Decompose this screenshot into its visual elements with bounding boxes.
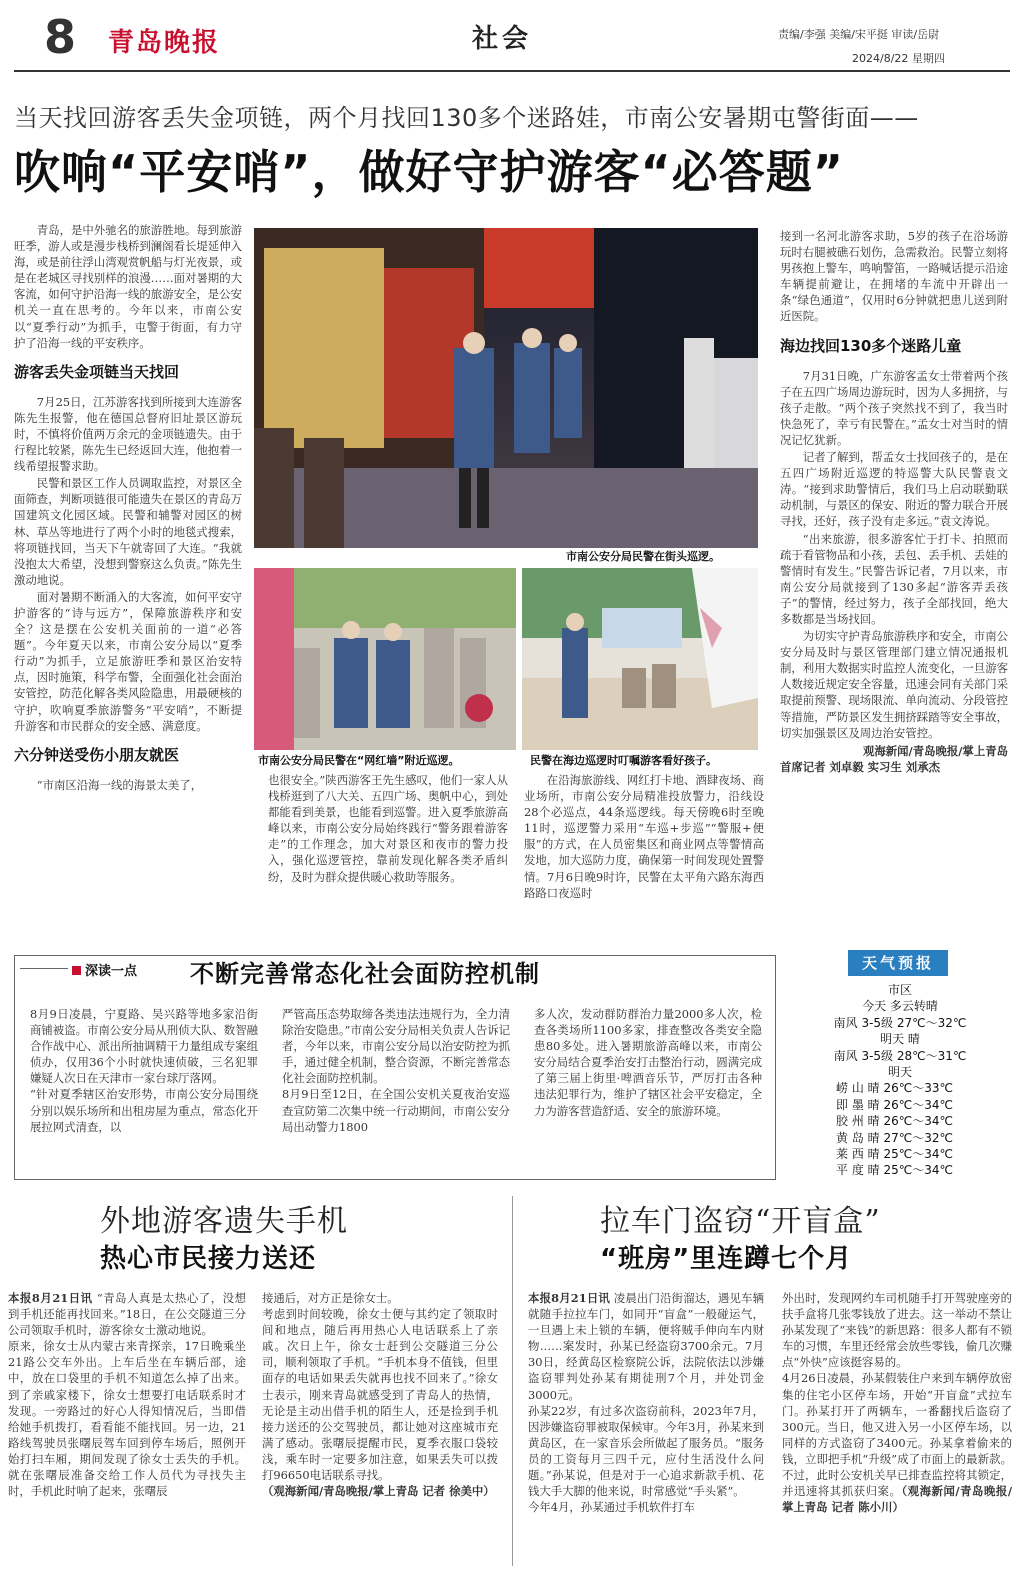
paragraph: 在沿海旅游线、网红打卡地、酒肆夜场、商业场所，市南公安分局精准投放警力，沿线设28个必巡点，44条巡逻线。每天傍晚6时至晚11时，巡逻警力采用“车巡+步巡”“警服+便服”的方式，在人员密集区和商业网点等警情高发地，加大巡防力度，确保第一时间发现处置警情。7月6日晚9时许，民警在太平角六路东海西路路口夜巡时: [524, 773, 764, 900]
paragraph: 接到一名河北游客求助，5岁的孩子在浴场游玩时右腿被礁石划伤，急需救治。民警立刻将男孩抱上警车，鸣响警笛，一路喊话提示沿途车辆提前避让，在拥堵的车流中开辟出一条“绿色通道”，仅用时6分钟就把患儿送到附近医院。: [780, 229, 1008, 324]
photo-police-patrol-street: [254, 228, 758, 548]
issue-date: 2024/8/22 星期四: [852, 52, 945, 65]
paragraph: 青岛，是中外驰名的旅游胜地。每到旅游旺季，游人或是漫步栈桥到澜阁看长堤延伸入海，或是前往浮山湾观赏帆船与灯光夜景，或是在老城区寻找别样的浪漫……面对暑期的大客流，如何守护沿海一线的旅游安全，是公安机关一直在思考的。今年以来，市南公安以“夏季行动”为抓手，屯警于街面，有力守护了沿海一线的平安秩序。: [14, 223, 242, 350]
weather-district-row: 即 墨 晴 26℃～34℃: [836, 1097, 953, 1112]
weather-today-wind: 南风 3-5级 27℃～32℃: [833, 1015, 967, 1030]
weather-today: 今天 多云转晴: [862, 999, 938, 1014]
story3-byline: （观海新闻/青岛晚报/掌上青岛 记者 陈小川）: [782, 1484, 1012, 1515]
paragraph: 也很安全。”陕西游客王先生感叹，他们一家人从栈桥逛到了八大关、五四广场、奥帆中心，到处都能看到美景，也能看到巡警。进入夏季旅游高峰以来，市南公安分局始终践行“警务跟着游客走”的工作理念，加大对景区和夜市的警力投入，强化巡逻管控，靠前发现化解各类矛盾纠纷，及时为群众提供暖心救助等服务。: [268, 773, 508, 884]
paragraph: “出来旅游，很多游客忙于打卡、拍照而疏于看管物品和小孩，丢包、丢手机、丢娃的警情时有发生。”民警告诉记者，7月以来，市南公安分局就接到了130多起“游客弄丢孩子”的警情，经过努力，孩子全部找回，绝大多数都是当场找回。: [780, 531, 1008, 626]
lead-kicker: 当天找回游客丢失金项链，两个月找回130多个迷路娃，市南公安暑期屯警街面——: [14, 104, 919, 132]
paragraph: 面对暑期不断涌入的大客流，如何平安守护游客的“诗与远方”，保障旅游秩序和安全？这是摆在公安机关面前的一道“必答题”。今年夏天以来，市南公安分局以“夏季行动”为抓手，立足旅游旺季和景区治安特点，因时施策，科学布警，全面强化社会面治安管控，防范化解各类风险隐患，用最硬核的守护，吹响夏季旅游警务“平安哨”，不断提升游客和市民群众的安全感、满意度。: [14, 589, 242, 733]
weather-tomorrow-wind: 南风 3-5级 28℃～31℃: [833, 1048, 967, 1063]
weather-district-row: 胶 州 晴 26℃～34℃: [836, 1114, 953, 1129]
paragraph: 记者了解到，帮孟女士找回孩子的，是在五四广场附近巡逻的特巡警大队民警袁文涛。“接到求助警情后，我们马上启动联勤联动机制，与景区的保安、附近的警力联合开展寻找，还好，孩子没有走多远。”袁文涛说。: [780, 450, 1008, 529]
paragraph: “市南区沿海一线的海景太美了，: [36, 777, 203, 792]
weather-district-row: 平 度 晴 25℃～34℃: [836, 1163, 953, 1178]
paragraph: 为切实守护青岛旅游秩序和安全，市南公安分局及时与景区管理部门建立情况通报机制，利用大数据实时监控人流变化，一旦游客人数接近规定安全容量，迅速会同有关部门采取提前预警、现场限流、单向流动、分段管控等措施，严防景区发生拥挤踩踏等安全事故，切实加强景区及周边治安管控。: [780, 629, 1008, 740]
weather-forecast: [800, 982, 1000, 1179]
tag-label: 深读一点: [85, 964, 138, 979]
paragraph: 7月25日，江苏游客找到所接到大连游客陈先生报警，他在德国总督府旧址景区游玩时，不慎将价值两万余元的金项链遗失。由于行程比较紧，陈先生已经返回大连，他抱着一线希望报警求助。: [14, 394, 242, 474]
weather-district-row: 莱 西 晴 25℃～34℃: [836, 1147, 953, 1162]
dateline: 本报8月21日讯: [8, 1291, 93, 1305]
paragraph: 民警和景区工作人员调取监控，对景区全面筛查，判断项链很可能遗失在景区的青岛万国建筑文化园区域。民警和辅警对园区的树林、草丛等地进行了两个小时的地毯式搜索，将项链找回，当天下午就寄回了大连。“我就没抱太大希望，没想到警察这么负责。”陈先生激动地说。: [14, 476, 242, 587]
newspaper-logo: 青岛晚报: [108, 28, 221, 58]
weather-district-row: 崂 山 晴 26℃～33℃: [836, 1081, 953, 1096]
byline: 观海新闻/青岛晚报/掌上青岛: [862, 743, 1008, 758]
deep-col-1: 8月9日凌晨，宁夏路、吴兴路等地多家沿街商铺被盗。市南公安分局从刑侦大队、数智融合作战中心、派出所抽调精干力量组成专案组侦办，仅用36个小时就快速侦破，三名犯罪嫌疑人次日在天津市一家台球厅落网。 “针对夏季辖区治安形势，市南公安分局围绕分别以娱乐场所和出租房屋为重点，常态化开展拉网式清查，以: [30, 1007, 258, 1134]
weather-badge: 天气预报: [848, 950, 948, 976]
deep-col-2: 严管高压态势取缔各类违法违规行为，全力清除治安隐患。”市南公安分局相关负责人告诉记者，今年以来，市南公安分局以治安防控为抓手，通过健全机制，整合资源，不断完善常态化社会面防控机制。 8月9日至12日，在全国公安机关夏夜治安巡查宣防第二次集中统一行动期间，市南公安分局出动警力1800: [282, 1007, 510, 1134]
story3-title: 拉车门盗窃“开盲盒”: [600, 1204, 881, 1239]
editors-line: 责编/李强 美编/宋平挺 审读/岳尉: [778, 28, 940, 41]
box-title-rule: [20, 968, 68, 969]
story3-col-1: [528, 1290, 764, 1515]
photo-caption-main: 市南公安分局民警在街头巡逻。: [566, 550, 720, 563]
story2-text-2: 接通后，对方正是徐女士。 考虑到时间较晚，徐女士便与其约定了领取时间和地点，随后再用热心人电话联系上了亲戚。次日上午，徐女士赶到公交隧道三分公司，顺利领取了手机。“手机本身不值钱，但里面存的电话如果丢失就再也找不回来了。”徐女士表示，刚来青岛就感受到了青岛人的热情，无论是主动出借手机的陌生人，还是捡到手机接力送还的公交驾驶员，都让她对这座城市充满了感动。张曙辰提醒市民，夏季衣服口袋较浅，乘车时一定要多加注意，如果丢失可以拨打96650电话联系寻找。: [262, 1291, 498, 1483]
story2-title: 外地游客遗失手机: [100, 1204, 348, 1239]
lead-headline: 吹响“平安哨”，做好守护游客“必答题”: [14, 145, 844, 199]
weather-districts-label: 明天: [887, 1065, 912, 1080]
weather-region: 市区: [887, 983, 912, 997]
deep-col-3: 多人次，发动群防群治力量2000多人次，检查各类场所1100多家，排查整改各类安全隐患80多处。进入暑期旅游高峰以来，市南公安分局结合夏季治安打击整治行动，圆满完成了第三届上街里·啤酒音乐节，严厉打击各种违法犯罪行为，维护了辖区社会平安稳定，全力为游客营造舒适、安全的旅游环境。: [534, 1007, 762, 1118]
section-title: 社会: [472, 24, 533, 54]
story2-byline: （观海新闻/青岛晚报/掌上青岛 记者 徐美中）: [262, 1484, 495, 1499]
subheading: 游客丢失金项链当天找回: [14, 362, 180, 381]
header-rule: [14, 70, 1010, 72]
lead-col-3: [524, 772, 764, 902]
dateline: 本报8月21日讯: [528, 1291, 610, 1305]
photo-caption-left: 市南公安分局民警在“网红墙”附近巡逻。: [258, 754, 460, 767]
lead-col-2: [268, 772, 508, 886]
column-divider: [512, 1196, 513, 1566]
subheading: 六分钟送受伤小朋友就医: [14, 745, 180, 764]
story3-subtitle: “班房”里连蹲七个月: [600, 1244, 853, 1274]
deep-read-tag: [72, 960, 137, 979]
lead-col-1: [14, 222, 242, 794]
story3-col-2: [782, 1290, 1012, 1515]
photo-caption-right: 民警在海边巡逻时叮嘱游客看好孩子。: [530, 754, 717, 767]
paragraph: 7月31日晚，广东游客孟女士带着两个孩子在五四广场周边游玩时，因为人多拥挤，与孩子走散。“两个孩子突然找不到了，我当时快急死了，幸亏有民警在。”孟女士对当时的情况记忆犹新。: [780, 368, 1008, 447]
subheading: 海边找回130多个迷路儿童: [780, 336, 962, 355]
weather-district-row: 黄 岛 晴 27℃～32℃: [836, 1130, 953, 1145]
tag-marker-icon: [72, 966, 81, 975]
photo-net-celebrity-wall: [254, 568, 516, 750]
story3-text-1: 凌晨出门沿街溜达，遇见车辆就随手拉拉车门，如同开“盲盒”一般碰运气，一旦遇上未上锁的车辆，便将贼手伸向车内财物……案发时，孙某已经盗窃3700余元。7月30日，经黄岛区检察院公诉，法院依法以涉嫌盗窃罪判处孙某有期徒刑7个月，并处罚金3000元。 孙某22岁，有过多次盗窃前科，2023年7月，因涉嫌盗窃罪被取保候审。今年3月，孙某来到黄岛区，在一家音乐会所做起了服务员。“服务员的工资每月三四千元，应付生活没什么问题。”孙某说，但是对于一心追求新款手机、花钱大手大脚的他来说，时常感觉“手头紧”。 今年4月，孙某通过手机软件打车: [528, 1291, 765, 1515]
story3-text-2: 外出时，发现网约车司机随手打开驾驶座旁的扶手盒将几张零钱放了进去。这一举动不禁让孙某发现了“来钱”的新思路：很多人都有不锁车的习惯，车里还经常会放些零钱，偷几次赚点“外快”应该挺容易的。 4月26日凌晨，孙某假装住户来到车辆停放密集的住宅小区停车场，开始“开盲盒”式拉车门。孙某打开了两辆车，一番翻找后盗窃了300元。当日，他又进入另一小区停车场，以同样的方式盗窃了3400元。孙某拿着偷来的钱，立即把手机“升级”成了市面上的最新款。不过，此时公安机关早已排查监控将其锁定，并迅速将其抓获归案。: [782, 1291, 1012, 1499]
story2-col-1: [8, 1290, 246, 1499]
deep-read-title: 不断完善常态化社会面防控机制: [190, 960, 540, 988]
story2-col-2: [262, 1290, 498, 1499]
lead-col-4: [780, 228, 1008, 775]
byline-reporters: 首席记者 刘卓毅 实习生 刘承杰: [780, 759, 940, 774]
page-number: 8: [44, 10, 77, 64]
story2-text-1: “青岛人真是太热心了，没想到手机还能再找回来。”18日，在公交隧道三分公司领取手机时，游客徐女士激动地说。 原来，徐女士从内蒙古来青探亲，17日晚乘坐21路公交车外出。上车后坐在车辆后部，途中，放在口袋里的手机不知道怎么掉了出来。到了亲戚家楼下，徐女士想要打电话联系时才发现。一旁路过的好心人得知情况后，当即借给她手机拨打，看看能不能找回。另一边，21路线驾驶员张曙辰驾车回到停车场后，照例开始打扫车厢，期间发现了徐女士丢失的手机。就在张曙辰准备交给工作人员代为寻找失主时，手机此时响了起来，张曙辰: [8, 1291, 246, 1499]
weather-tomorrow: 明天 晴: [880, 1032, 920, 1047]
photo-beach-patrol: [522, 568, 758, 750]
story2-subtitle: 热心市民接力送还: [100, 1244, 317, 1274]
